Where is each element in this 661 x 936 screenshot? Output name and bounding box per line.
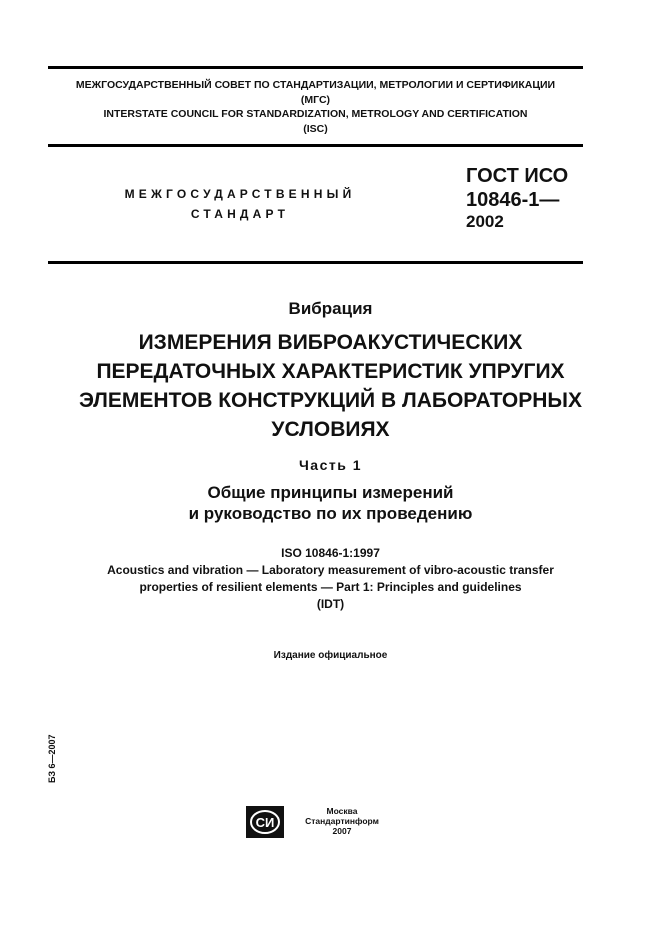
council-header: [48, 78, 583, 136]
publisher-logo: [246, 806, 284, 838]
svg-text:СИ: СИ: [255, 815, 275, 830]
part-title: [48, 482, 613, 524]
gost-year: 2002: [466, 212, 504, 231]
council-en: INTERSTATE COUNCIL FOR STANDARDIZATION, METROLOGY AND CERTIFICATION: [103, 108, 528, 120]
publisher-city: Москва: [326, 806, 358, 816]
gost-label: ГОСТ ИСО: [466, 165, 569, 187]
iso-block: [48, 545, 613, 613]
publisher-info: [292, 806, 392, 836]
side-code: БЗ 6—2007: [47, 734, 57, 783]
iso-title-line1: Acoustics and vibration — Laboratory measurement of vibro-acoustic transfer: [107, 563, 554, 577]
council-ru: МЕЖГОСУДАРСТВЕННЫЙ СОВЕТ ПО СТАНДАРТИЗАЦИИ, МЕТРОЛОГИИ И СЕРТИФИКАЦИИ: [75, 79, 556, 91]
main-title-line4: УСЛОВИЯХ: [271, 418, 390, 441]
standard-type-line2: СТАНДАРТ: [190, 207, 290, 221]
edition: Издание официальное: [273, 650, 388, 661]
publisher-name: Стандартинформ: [305, 816, 379, 826]
gost-number: 10846-1—: [466, 189, 560, 211]
iso-idt: (IDT): [316, 597, 345, 611]
iso-number: ISO 10846-1:1997: [281, 546, 380, 560]
standard-type: [110, 184, 370, 224]
part-label: Часть 1: [298, 457, 363, 473]
main-title-line2: ПЕРЕДАТОЧНЫХ ХАРАКТЕРИСТИК УПРУГИХ: [96, 360, 565, 383]
top-rule: [48, 66, 583, 69]
council-en-abbr: (ISC): [303, 122, 328, 135]
category: Вибрация: [288, 299, 373, 318]
standard-type-line1: МЕЖГОСУДАРСТВЕННЫЙ: [124, 187, 356, 201]
publisher-year: 2007: [332, 826, 352, 836]
iso-title-line2: properties of resilient elements — Part 1: Principles and guidelines: [139, 580, 522, 594]
part-title-line1: Общие принципы измерений: [207, 483, 454, 502]
main-title-line3: ЭЛЕМЕНТОВ КОНСТРУКЦИЙ В ЛАБОРАТОРНЫХ: [79, 389, 582, 412]
main-title: [48, 328, 613, 444]
part-title-line2: и руководство по их проведению: [188, 504, 473, 523]
main-title-line1: ИЗМЕРЕНИЯ ВИБРОАКУСТИЧЕСКИХ: [138, 331, 523, 354]
council-ru-abbr: (МГС): [300, 93, 331, 106]
mid-rule: [48, 261, 583, 264]
gost-designation: [466, 164, 568, 232]
header-rule: [48, 144, 583, 147]
standartinform-logo-icon: [246, 806, 284, 838]
